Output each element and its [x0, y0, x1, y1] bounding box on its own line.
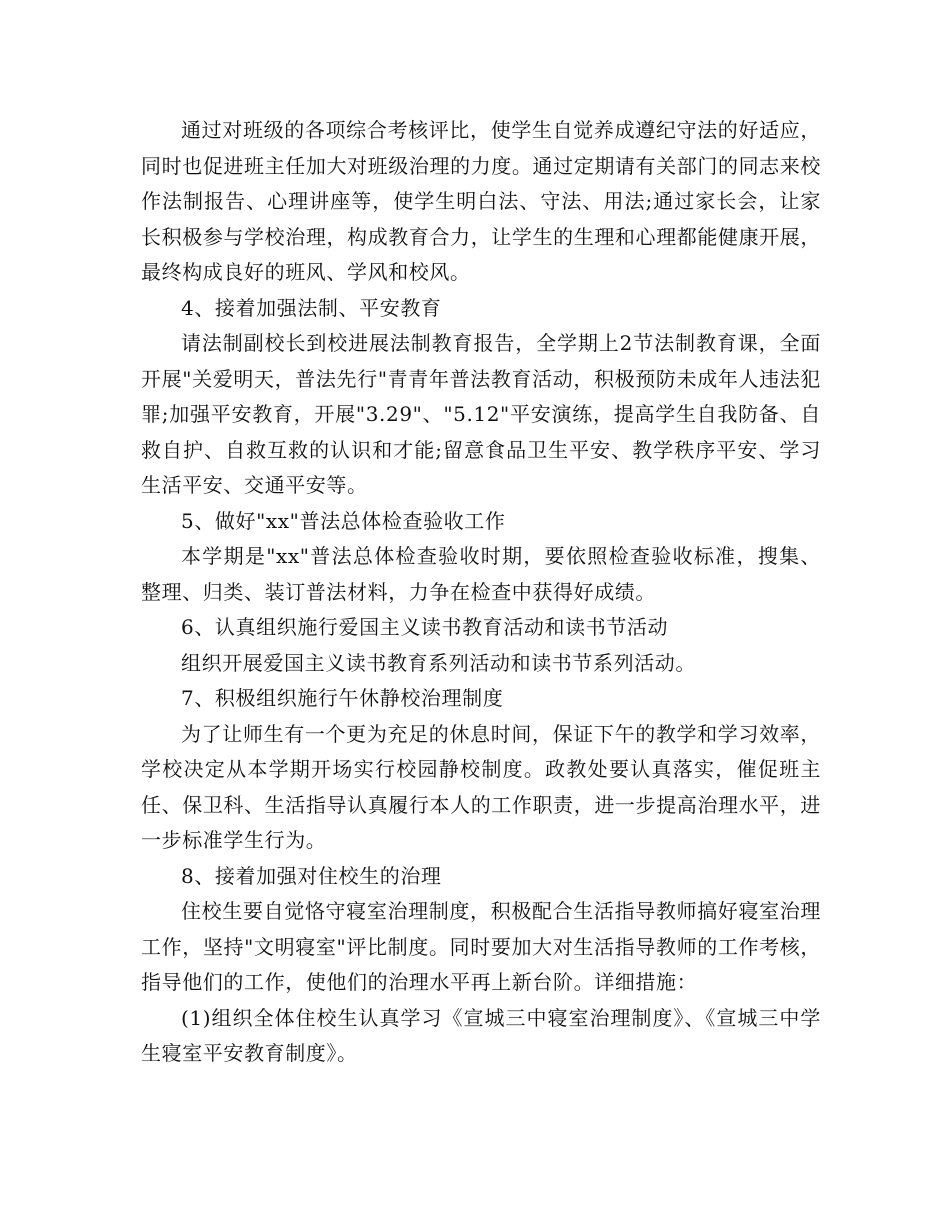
paragraph-boarding-students: 住校生要自觉恪守寝室治理制度，积极配合生活指导教师搞好寝室治理工作，坚持"文明寝室"评比制度。同时要加大对生活指导教师的工作考核，指导他们的工作，使他们的治理水平再上新台阶。详细措施：	[141, 899, 821, 994]
heading-legal-inspection: 5、做好"xx"普法总体检查验收工作	[181, 508, 506, 533]
heading-patriotic-reading: 6、认真组织施行爱国主义读书教育活动和读书节活动	[181, 615, 669, 639]
paragraph-patriotic-reading: 组织开展爱国主义读书教育系列活动和读书节系列活动。	[181, 650, 696, 675]
paragraph-noon-quiet-campus: 为了让师生有一个更为充足的休息时间，保证下午的教学和学习效率，学校决定从本学期开场实行校园静校制度。政教处要认真落实，催促班主任、保卫科、生活指导认真履行本人的工作职责，进一步提高治理水平，进一步标准学生行为。	[141, 721, 821, 852]
paragraph-legal-inspection: 本学期是"xx"普法总体检查验收时期，要依照检查验收标准，搜集、整理、归类、装订普法材料，力争在检查中获得好成绩。	[141, 544, 821, 604]
paragraph-dormitory-rules: (1)组织全体住校生认真学习《宣城三中寝室治理制度》、《宣城三中学生寝室平安教育制度》。	[141, 1005, 821, 1065]
document-body	[141, 113, 821, 1072]
heading-boarding-students: 8、接着加强对住校生的治理	[181, 863, 442, 888]
paragraph-legal-safety-education: 请法制副校长到校进展法制教育报告，全学期上2节法制教育课，全面开展"关爱明天，普法先行"青青年普法教育活动，积极预防未成年人违法犯罪;加强平安教育，开展"3.29"、"5.12"平安演练，提高学生自我防备、自救自护、自救互救的认识和才能;留意食品卫生平安、教学秩序平安、学习生活平安、交通平安等。	[141, 331, 821, 497]
heading-noon-quiet-campus: 7、积极组织施行午休静校治理制度	[181, 686, 504, 710]
heading-legal-safety-education: 4、接着加强法制、平安教育	[181, 295, 442, 320]
paragraph-class-assessment: 通过对班级的各项综合考核评比，使学生自觉养成遵纪守法的好适应，同时也促进班主任加大对班级治理的力度。通过定期请有关部门的同志来校作法制报告、心理讲座等，使学生明白法、守法、用法;通过家长会，让家长积极参与学校治理，构成教育合力，让学生的生理和心理都能健康开展，最终构成良好的班风、学风和校风。	[141, 118, 821, 284]
